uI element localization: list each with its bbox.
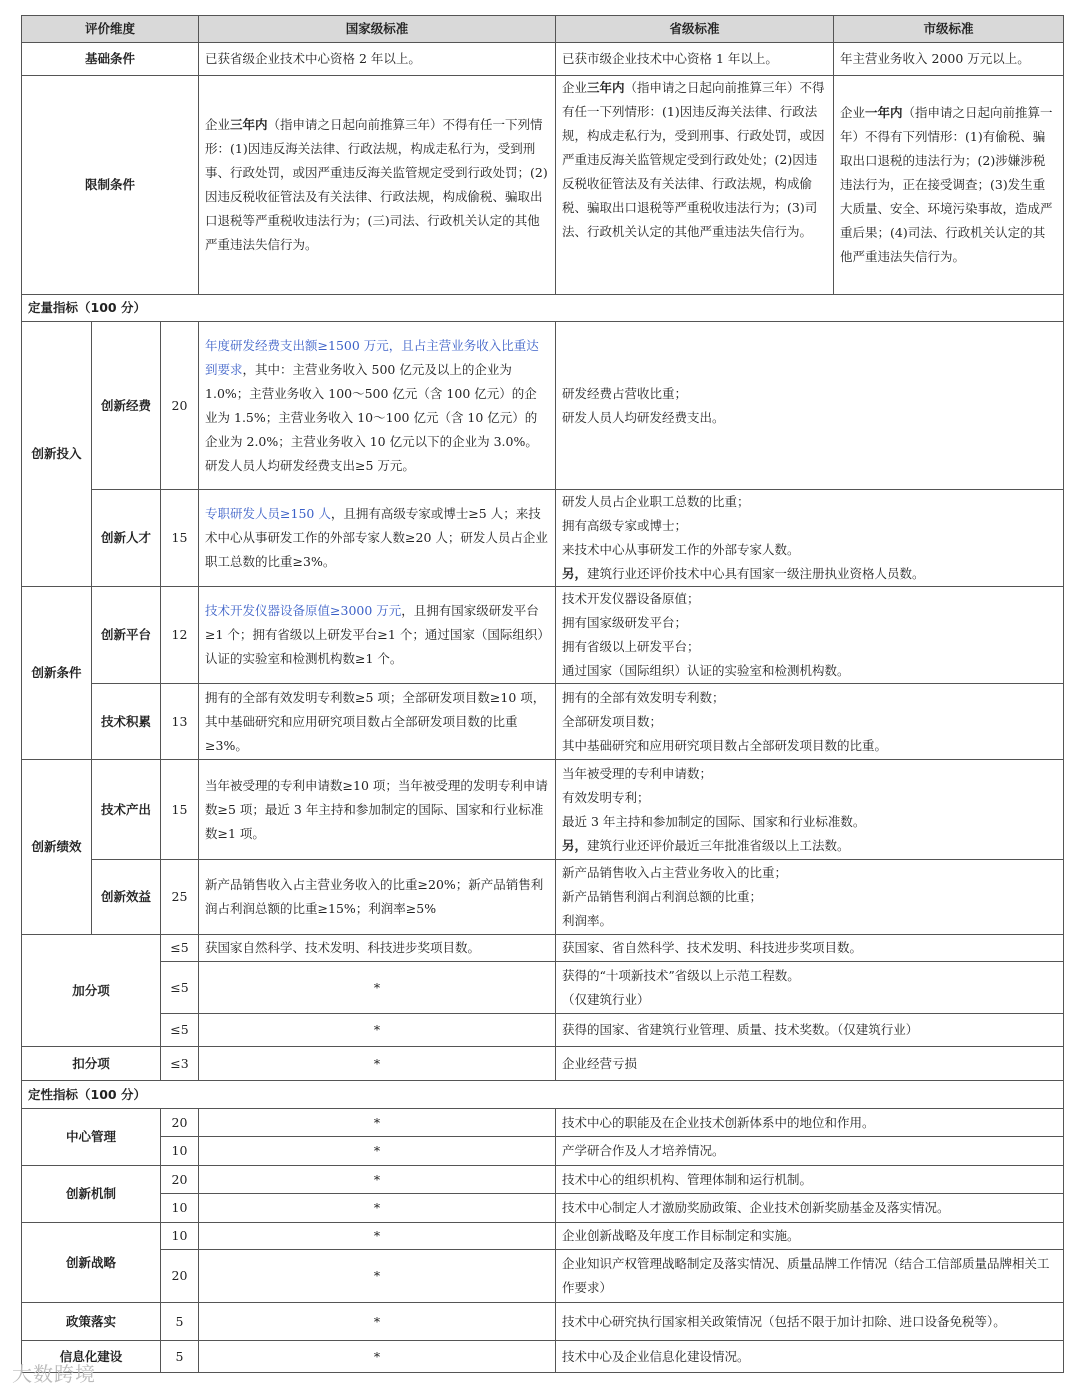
qual-title: 定性指标（100 分） xyxy=(22,1081,1064,1109)
provincial-line: 其中基础研究和应用研究项目数占全部研发项目数的比重。 xyxy=(562,737,888,753)
quant-item-national-highlight: 专职研发人员≥150 人 xyxy=(205,506,331,521)
quant-item-national-highlight: 年度研发经费支出额≥1500 万元，且占主营业务收入比重达到要求 xyxy=(205,337,539,377)
bonus-national: 获国家自然科学、技术发明、科技进步奖项目数。 xyxy=(199,935,556,962)
basic-provincial: 已获市级企业技术中心资格 1 年以上。 xyxy=(556,43,834,76)
deduct-label: 扣分项 xyxy=(22,1047,161,1081)
note-prefix: 另， xyxy=(562,566,588,581)
quant-item-row xyxy=(22,760,1064,860)
provincial-line: 有效发明专利； xyxy=(562,789,650,805)
quant-item-provincial xyxy=(556,760,1064,860)
qual-group-label: 创新机制 xyxy=(22,1166,161,1223)
quant-item-row xyxy=(22,860,1064,935)
provincial-line: 技术开发仪器设备原值； xyxy=(562,591,700,606)
quant-item-provincial xyxy=(556,322,1064,490)
provincial-line: 研发人员人均研发经费支出。 xyxy=(562,409,725,425)
restrict-national xyxy=(199,76,556,295)
qual-provincial: 产学研合作及人才培养情况。 xyxy=(556,1137,1064,1166)
quant-item-national xyxy=(199,860,556,935)
qual-score: 5 xyxy=(161,1303,199,1341)
evaluation-standards-table xyxy=(21,15,1064,1373)
quant-item-provincial xyxy=(556,490,1064,587)
qual-row xyxy=(22,1223,1064,1250)
restrict-provincial-pre: 企业 xyxy=(562,80,588,95)
quant-item-national xyxy=(199,760,556,860)
qual-national: * xyxy=(199,1137,556,1166)
quant-item-national xyxy=(199,684,556,760)
qual-row xyxy=(22,1250,1064,1303)
restrict-national-pre: 企业 xyxy=(205,117,231,132)
qual-provincial: 技术中心研究执行国家相关政策情况（包括不限于加计扣除、进口设备免税等）。 xyxy=(556,1303,1064,1341)
bonus-provincial xyxy=(556,1014,1064,1047)
note-text: 建筑行业还评价最近三年批准省级以上工法数。 xyxy=(587,837,850,853)
qual-row xyxy=(22,1303,1064,1341)
basic-label: 基础条件 xyxy=(22,43,199,76)
provincial-line: 全部研发项目数； xyxy=(562,713,663,729)
quant-item-national xyxy=(199,322,556,490)
qual-provincial: 技术中心及企业信息化建设情况。 xyxy=(556,1341,1064,1373)
quant-item-row xyxy=(22,490,1064,587)
quant-item-national-text: 当年被受理的专利申请数≥10 项；当年被受理的发明专利申请数≥5 项；最近 3 年主持和参加制定的国际、国家和行业标准数≥1 项。 xyxy=(205,777,548,841)
quant-item-row xyxy=(22,684,1064,760)
restrict-national-bold: 三年内 xyxy=(230,117,268,132)
qual-title-row xyxy=(22,1081,1064,1109)
qual-national: * xyxy=(199,1303,556,1341)
deduct-provincial: 企业经营亏损 xyxy=(556,1047,1064,1081)
watermark: 大数跨境 xyxy=(12,1362,96,1386)
quant-title-row xyxy=(22,295,1064,322)
restrict-municipal-post: （指申请之日起向前推算一年）不得有下列情形：(1)有偷税、骗取出口退税的违法行为；(2)涉嫌涉税违法行为，正在接受调查；(3)发生重大质量、安全、环境污染事故，造成严重后果；(4)司法、行政机关认定的其他严重违法失信行为。 xyxy=(840,105,1053,264)
provincial-line: 研发经费占营收比重； xyxy=(562,385,688,401)
bonus-row xyxy=(22,1014,1064,1047)
qual-row xyxy=(22,1109,1064,1137)
qual-national: * xyxy=(199,1109,556,1137)
quant-item-national-text: 新产品销售收入占主营业务收入的比重≥20%；新产品销售利润占利润总额的比重≥15%；利润率≥5% xyxy=(205,877,544,916)
restrict-provincial-post: （指申请之日起向前推算三年）不得有任一下列情形：(1)因违反海关法律、行政法规，构成走私行为，受到刑事、行政处罚，或因严重违反海关监管规定受到行政处处；(2)因违反税收征管法及有关法律、行政法规，构成偷税、骗取出口退税等严重税收违法行为；(3)司法、行政机关认定的其他严重违法失信行为。 xyxy=(562,80,825,239)
qual-score: 20 xyxy=(161,1166,199,1194)
qual-group-label: 中心管理 xyxy=(22,1109,161,1166)
provincial-line: 通过国家（国际组织）认证的实验室和检测机构数。 xyxy=(562,663,850,678)
restrict-label: 限制条件 xyxy=(22,76,199,295)
qual-row xyxy=(22,1137,1064,1166)
qual-score: 10 xyxy=(161,1194,199,1223)
provincial-line: 新产品销售利润占利润总额的比重； xyxy=(562,889,763,904)
bonus-score: ≤5 xyxy=(161,962,199,1014)
quant-item-provincial xyxy=(556,684,1064,760)
qual-provincial: 技术中心的职能及在企业技术创新体系中的地位和作用。 xyxy=(556,1109,1064,1137)
provincial-line: 拥有省级以上研发平台； xyxy=(562,639,700,654)
basic-municipal: 年主营业务收入 2000 万元以上。 xyxy=(834,43,1064,76)
qual-group-label: 信息化建设 xyxy=(22,1341,161,1373)
qual-national: * xyxy=(199,1166,556,1194)
deduct-row xyxy=(22,1047,1064,1081)
quant-item-provincial xyxy=(556,860,1064,935)
quant-item-national-text: ，且拥有高级专家或博士≥5 人；来技术中心从事研发工作的外部专家人数≥20 人；研发人员占企业职工总数的比重≥3%。 xyxy=(205,506,548,569)
basic-row xyxy=(22,43,1064,76)
qual-score: 20 xyxy=(161,1250,199,1303)
qual-score: 20 xyxy=(161,1109,199,1137)
provincial-line: 拥有国家级研发平台； xyxy=(562,615,688,630)
provincial-line: 最近 3 年主持和参加制定的国际、国家和行业标准数。 xyxy=(562,813,866,829)
header-national: 国家级标准 xyxy=(199,16,556,43)
quant-item-score: 13 xyxy=(161,684,199,760)
restrict-municipal-pre: 企业 xyxy=(840,105,866,120)
provincial-line: 新产品销售收入占主营业务收入的比重； xyxy=(562,865,788,880)
qual-provincial: 企业知识产权管理战略制定及落实情况、质量品牌工作情况（结合工信部质量品牌相关工作要求） xyxy=(556,1250,1064,1303)
quant-item-national-text: ，其中：主营业务收入 500 亿元及以上的企业为 1.0%；主营业务收入 100～500 亿元（含 100 亿元）的企业为 1.5%；主营业务收入 10～100 亿元（含 10 亿元）的企业为 2.0%；主营业务收入 10 亿元以下的企业为 3.0%。研发人员人均研发经费支出≥5 万元。 xyxy=(205,361,538,473)
quant-item-national-text: ，且拥有国家级研发平台≥1 个；拥有省级以上研发平台≥1 个；通过国家（国际组织）认证的实验室和检测机构数≥1 个。 xyxy=(205,603,544,666)
quant-item-provincial xyxy=(556,587,1064,684)
quant-title: 定量指标（100 分） xyxy=(22,295,1064,322)
quant-item-score: 20 xyxy=(161,322,199,490)
provincial-note xyxy=(562,562,1057,586)
qual-score: 10 xyxy=(161,1137,199,1166)
provincial-note xyxy=(562,834,1057,858)
quant-item-score: 12 xyxy=(161,587,199,684)
qual-national: * xyxy=(199,1250,556,1303)
bonus-provincial xyxy=(556,962,1064,1014)
bonus-row xyxy=(22,935,1064,962)
quant-item-name: 创新效益 xyxy=(92,860,161,935)
quant-item-score: 25 xyxy=(161,860,199,935)
qual-provincial: 企业创新战略及年度工作目标制定和实施。 xyxy=(556,1223,1064,1250)
quant-group-label: 创新绩效 xyxy=(22,760,92,935)
qual-row xyxy=(22,1194,1064,1223)
qual-national: * xyxy=(199,1194,556,1223)
provincial-line: 获得的国家、省建筑行业管理、质量、技术奖数。（仅建筑行业） xyxy=(562,1022,919,1037)
restrict-national-post: （指申请之日起向前推算三年）不得有任一下列情形：(1)因违反海关法律、行政法规，构成走私行为，受到刑事、行政处罚，或因严重违反海关监管规定受到行政处罚；(2)因违反税收征管法及有关法律、行政法规，构成偷税、骗取出口退税等严重税收违法行为；(三)司法、行政机关认定的其他严重违法失信行为。 xyxy=(205,117,548,252)
bonus-national: * xyxy=(199,962,556,1014)
provincial-line: 当年被受理的专利申请数； xyxy=(562,765,713,781)
header-row xyxy=(22,16,1064,43)
restrict-municipal xyxy=(834,76,1064,295)
quant-item-score: 15 xyxy=(161,760,199,860)
bonus-row xyxy=(22,962,1064,1014)
provincial-line: （仅建筑行业） xyxy=(562,991,650,1007)
qual-national: * xyxy=(199,1341,556,1373)
bonus-score: ≤5 xyxy=(161,1014,199,1047)
quant-item-national xyxy=(199,490,556,587)
qual-provincial: 技术中心的组织机构、管理体制和运行机制。 xyxy=(556,1166,1064,1194)
provincial-line: 来技术中心从事研发工作的外部专家人数。 xyxy=(562,542,800,557)
qual-group-label: 创新战略 xyxy=(22,1223,161,1303)
qual-row xyxy=(22,1341,1064,1373)
qual-national: * xyxy=(199,1223,556,1250)
quant-item-name: 创新平台 xyxy=(92,587,161,684)
quant-item-name: 技术产出 xyxy=(92,760,161,860)
provincial-line: 获得的“十项新技术”省级以上示范工程数。 xyxy=(562,967,800,983)
header-dimension: 评价维度 xyxy=(22,16,199,43)
qual-row xyxy=(22,1166,1064,1194)
note-prefix: 另， xyxy=(562,837,588,853)
quant-item-name: 创新经费 xyxy=(92,322,161,490)
basic-national: 已获省级企业技术中心资格 2 年以上。 xyxy=(199,43,556,76)
restrict-row xyxy=(22,76,1064,295)
quant-item-name: 创新人才 xyxy=(92,490,161,587)
restrict-provincial-bold: 三年内 xyxy=(587,80,625,95)
provincial-line: 研发人员占企业职工总数的比重； xyxy=(562,494,750,509)
quant-item-name: 技术积累 xyxy=(92,684,161,760)
bonus-national: * xyxy=(199,1014,556,1047)
restrict-municipal-bold: 一年内 xyxy=(865,105,903,120)
quant-item-score: 15 xyxy=(161,490,199,587)
qual-group-label: 政策落实 xyxy=(22,1303,161,1341)
provincial-line: 拥有的全部有效发明专利数； xyxy=(562,689,725,705)
deduct-national: * xyxy=(199,1047,556,1081)
header-provincial: 省级标准 xyxy=(556,16,834,43)
restrict-provincial xyxy=(556,76,834,295)
quant-group-label: 创新条件 xyxy=(22,587,92,760)
quant-item-national-text: 拥有的全部有效发明专利数≥5 项；全部研发项目数≥10 项，其中基础研究和应用研究项目数占全部研发项目数的比重≥3%。 xyxy=(205,689,546,753)
qual-provincial: 技术中心制定人才激励奖励政策、企业技术创新奖励基金及落实情况。 xyxy=(556,1194,1064,1223)
bonus-provincial xyxy=(556,935,1064,962)
qual-score: 5 xyxy=(161,1341,199,1373)
quant-item-row xyxy=(22,587,1064,684)
provincial-line: 拥有高级专家或博士； xyxy=(562,518,688,533)
quant-group-label: 创新投入 xyxy=(22,322,92,587)
provincial-line: 获国家、省自然科学、技术发明、科技进步奖项目数。 xyxy=(562,940,863,955)
quant-item-national xyxy=(199,587,556,684)
bonus-score: ≤5 xyxy=(161,935,199,962)
quant-item-national-highlight: 技术开发仪器设备原值≥3000 万元 xyxy=(205,603,402,618)
header-municipal: 市级标准 xyxy=(834,16,1064,43)
note-text: 建筑行业还评价技术中心具有国家一级注册执业资格人员数。 xyxy=(587,566,925,581)
bonus-label: 加分项 xyxy=(22,935,161,1047)
quant-item-row xyxy=(22,322,1064,490)
qual-score: 10 xyxy=(161,1223,199,1250)
deduct-score: ≤3 xyxy=(161,1047,199,1081)
provincial-line: 利润率。 xyxy=(562,913,613,928)
